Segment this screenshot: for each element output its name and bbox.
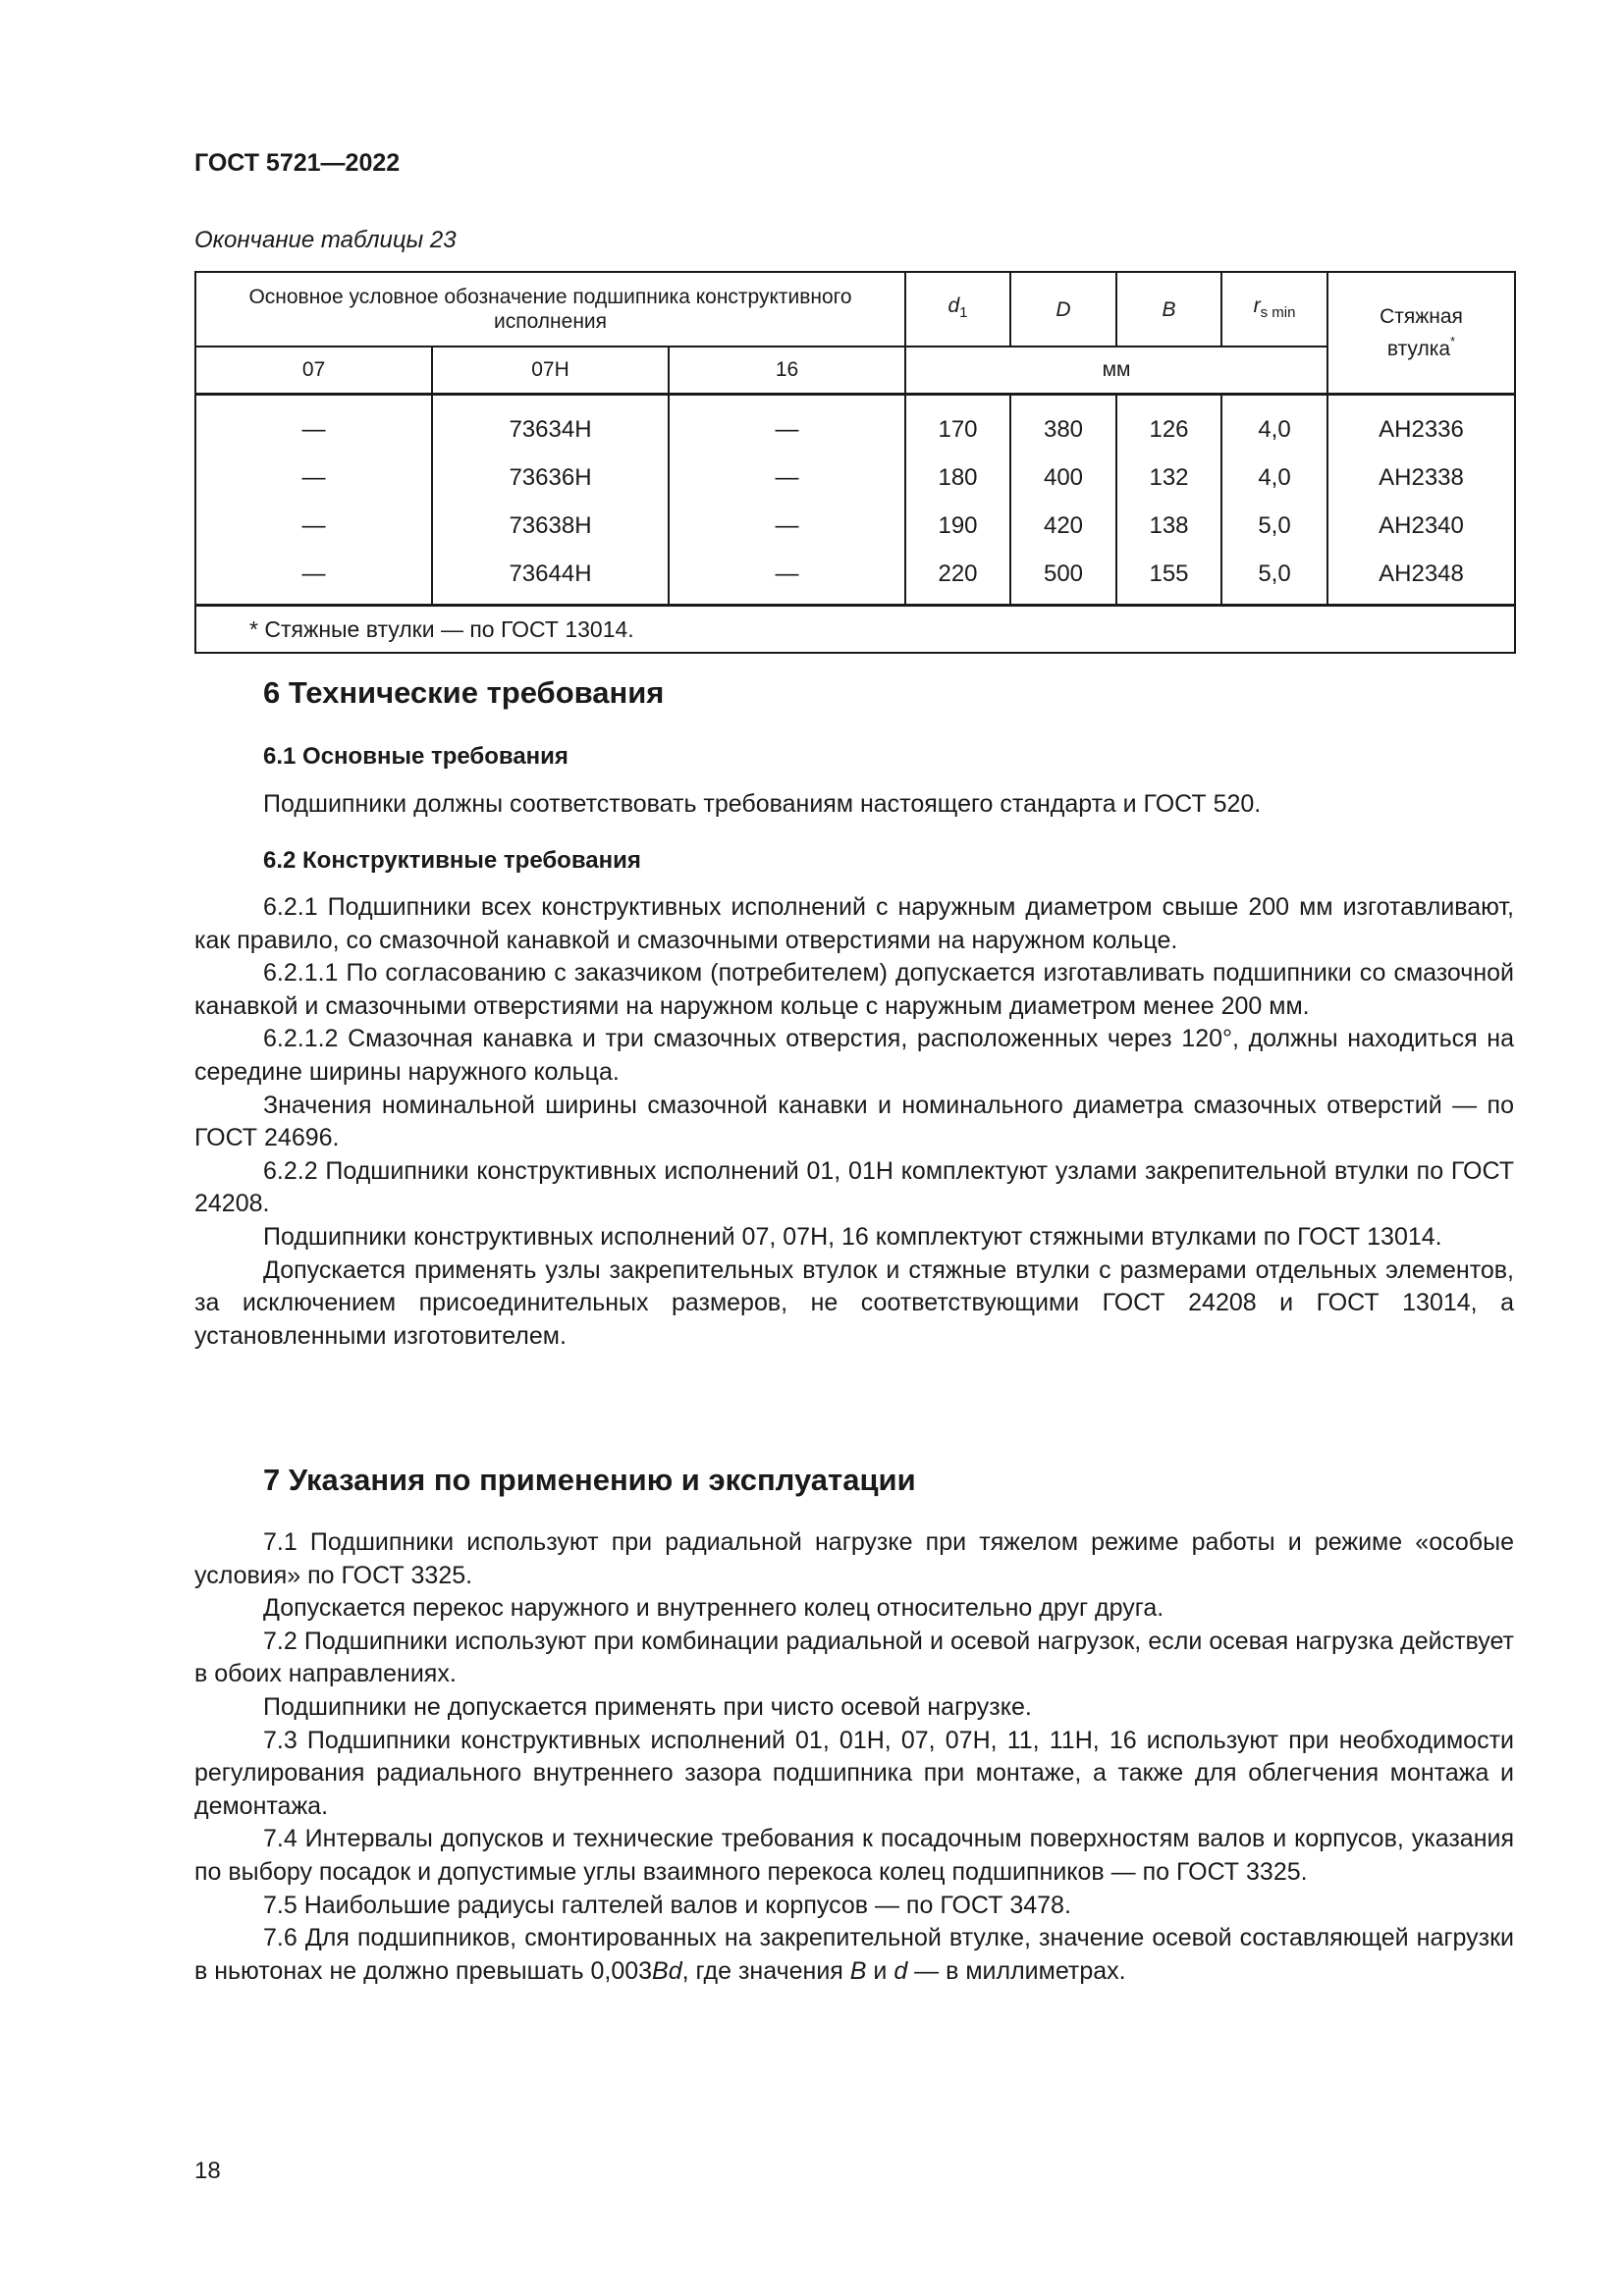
header-D bbox=[1010, 272, 1116, 347]
paragraph: 7.5 Наибольшие радиусы галтелей валов и корпусов — по ГОСТ 3478. bbox=[263, 1891, 1071, 1919]
cell-r: 5,0 bbox=[1221, 502, 1327, 550]
paragraph: 7.4 Интервалы допусков и технические требования к посадочным поверхностям валов и корпусов, указания по выбору посадок и допустимые углы взаимного перекоса колец подшипников — по ГОСТ 3325. bbox=[194, 1825, 1514, 1886]
cell-d1: 170 bbox=[905, 395, 1010, 454]
header-sleeve bbox=[1327, 272, 1515, 395]
cell-sleeve: АН2336 bbox=[1327, 395, 1515, 454]
cell-D: 400 bbox=[1010, 454, 1116, 502]
cell-07: — bbox=[195, 395, 432, 454]
subsection-6-1-body bbox=[194, 788, 1514, 822]
cell-07H: 73644Н bbox=[432, 550, 669, 606]
cell-16: — bbox=[669, 550, 905, 606]
subsection-6-1-title: 6.1 Основные требования bbox=[263, 743, 568, 770]
cell-B: 132 bbox=[1116, 454, 1221, 502]
paragraph: Подшипники конструктивных исполнений 07, 07Н, 16 комплектуют стяжными втулками по ГОСТ 13014. bbox=[263, 1222, 1442, 1251]
paragraph: 6.2.1.2 Смазочная канавка и три смазочных отверстия, расположенных через 120°, должны находиться на середине ширины наружного кольца. bbox=[194, 1025, 1514, 1086]
table-row bbox=[195, 454, 1515, 502]
paragraph: Допускается применять узлы закрепительных втулок и стяжные втулки с размерами отдельных элементов, за исключением присоединительных размеров, не соответствующими ГОСТ 24208 и ГОСТ 13014, а установленными изготовителем. bbox=[194, 1255, 1514, 1350]
paragraph: Значения номинальной ширины смазочной канавки и номинального диаметра смазочных отверстий — по ГОСТ 24696. bbox=[194, 1091, 1514, 1152]
cell-sleeve: АН2338 bbox=[1327, 454, 1515, 502]
paragraph-7-6 bbox=[194, 1922, 1514, 1988]
text-run: — в миллиметрах. bbox=[907, 1956, 1126, 1985]
cell-d1: 190 bbox=[905, 502, 1010, 550]
table-footnote: * Стяжные втулки — по ГОСТ 13014. bbox=[195, 606, 1515, 654]
text-run: 7.6 Для подшипников, смонтированных на закрепительной втулке, значение осевой составляющей нагрузки в ньютонах не должно превышать 0,003 bbox=[194, 1924, 1514, 1985]
cell-D: 500 bbox=[1010, 550, 1116, 606]
cell-d1: 180 bbox=[905, 454, 1010, 502]
section-6-title: 6 Технические требования bbox=[263, 675, 665, 710]
text-run: и bbox=[866, 1956, 894, 1985]
paragraph: Подшипники должны соответствовать требованиям настоящего стандарта и ГОСТ 520. bbox=[263, 790, 1262, 818]
cell-B: 126 bbox=[1116, 395, 1221, 454]
header-B-symbol: B bbox=[1162, 297, 1176, 321]
cell-D: 380 bbox=[1010, 395, 1116, 454]
header-exec-07H: 07Н bbox=[432, 347, 669, 395]
header-exec-07: 07 bbox=[195, 347, 432, 395]
header-sleeve-label: Стяжная втулка bbox=[1380, 305, 1463, 360]
header-D-symbol: D bbox=[1056, 297, 1071, 321]
cell-r: 4,0 bbox=[1221, 395, 1327, 454]
cell-r: 4,0 bbox=[1221, 454, 1327, 502]
section-7-body bbox=[194, 1526, 1514, 1988]
cell-07H: 73636Н bbox=[432, 454, 669, 502]
cell-d1: 220 bbox=[905, 550, 1010, 606]
page-number: 18 bbox=[194, 2158, 221, 2184]
table-row bbox=[195, 395, 1515, 454]
paragraph: 6.2.1 Подшипники всех конструктивных исполнений с наружным диаметром свыше 200 мм изготавливают, как правило, со смазочной канавкой и смазочными отверстиями на наружном кольце. bbox=[194, 893, 1514, 954]
cell-07: — bbox=[195, 454, 432, 502]
cell-16: — bbox=[669, 502, 905, 550]
symbol-d: d bbox=[893, 1956, 908, 1985]
paragraph: 6.2.2 Подшипники конструктивных исполнений 01, 01Н комплектуют узлами закрепительной втулки по ГОСТ 24208. bbox=[194, 1156, 1514, 1218]
cell-16: — bbox=[669, 454, 905, 502]
header-d1 bbox=[905, 272, 1010, 347]
cell-B: 138 bbox=[1116, 502, 1221, 550]
cell-sleeve: АН2348 bbox=[1327, 550, 1515, 606]
section-7-title: 7 Указания по применению и эксплуатации bbox=[263, 1463, 916, 1497]
cell-07: — bbox=[195, 502, 432, 550]
cell-16: — bbox=[669, 395, 905, 454]
designation-group-header: Основное условное обозначение подшипника конструктивного исполнения bbox=[195, 272, 905, 347]
subsection-6-2-body bbox=[194, 891, 1514, 1353]
text-run: , где значения bbox=[681, 1956, 850, 1985]
paragraph: 7.1 Подшипники используют при радиальной нагрузке при тяжелом режиме работы и режиме «особые условия» по ГОСТ 3325. bbox=[194, 1528, 1514, 1589]
subsection-6-2-title: 6.2 Конструктивные требования bbox=[263, 847, 641, 874]
cell-sleeve: АН2340 bbox=[1327, 502, 1515, 550]
cell-07H: 73638Н bbox=[432, 502, 669, 550]
table-caption: Окончание таблицы 23 bbox=[194, 227, 457, 253]
paragraph: Допускается перекос наружного и внутреннего колец относительно друг друга. bbox=[263, 1594, 1164, 1623]
header-r bbox=[1221, 272, 1327, 347]
paragraph: 7.3 Подшипники конструктивных исполнений 01, 01Н, 07, 07Н, 11, 11Н, 16 используют при необходимости регулирования радиального внутреннего зазора подшипника при монтаже, а также для облегчения монтажа и демонтажа. bbox=[194, 1726, 1514, 1820]
page-header-doc-id: ГОСТ 5721—2022 bbox=[194, 149, 401, 177]
table-row bbox=[195, 550, 1515, 606]
header-r-symbol: r bbox=[1253, 294, 1261, 317]
cell-B: 155 bbox=[1116, 550, 1221, 606]
paragraph: Подшипники не допускается применять при чисто осевой нагрузке. bbox=[263, 1692, 1032, 1721]
header-sleeve-footnote-mark: * bbox=[1450, 334, 1456, 348]
cell-r: 5,0 bbox=[1221, 550, 1327, 606]
header-exec-16: 16 bbox=[669, 347, 905, 395]
paragraph: 7.2 Подшипники используют при комбинации радиальной и осевой нагрузок, если осевая нагрузка действует в обоих направлениях. bbox=[194, 1627, 1514, 1688]
dimensions-table bbox=[194, 271, 1516, 654]
paragraph: 6.2.1.1 По согласованию с заказчиком (потребителем) допускается изготавливать подшипники со смазочной канавкой и смазочными отверстиями на наружном кольце с наружным диаметром менее 200 мм. bbox=[194, 959, 1514, 1020]
header-d1-subscript: 1 bbox=[959, 304, 968, 321]
header-d1-symbol: d bbox=[947, 294, 960, 317]
header-r-subscript: s min bbox=[1260, 304, 1296, 321]
symbol-B: B bbox=[849, 1956, 867, 1985]
table-row bbox=[195, 502, 1515, 550]
header-unit: мм bbox=[905, 347, 1327, 395]
cell-07: — bbox=[195, 550, 432, 606]
cell-07H: 73634Н bbox=[432, 395, 669, 454]
header-B bbox=[1116, 272, 1221, 347]
cell-D: 420 bbox=[1010, 502, 1116, 550]
formula-Bd: Bd bbox=[652, 1956, 682, 1985]
